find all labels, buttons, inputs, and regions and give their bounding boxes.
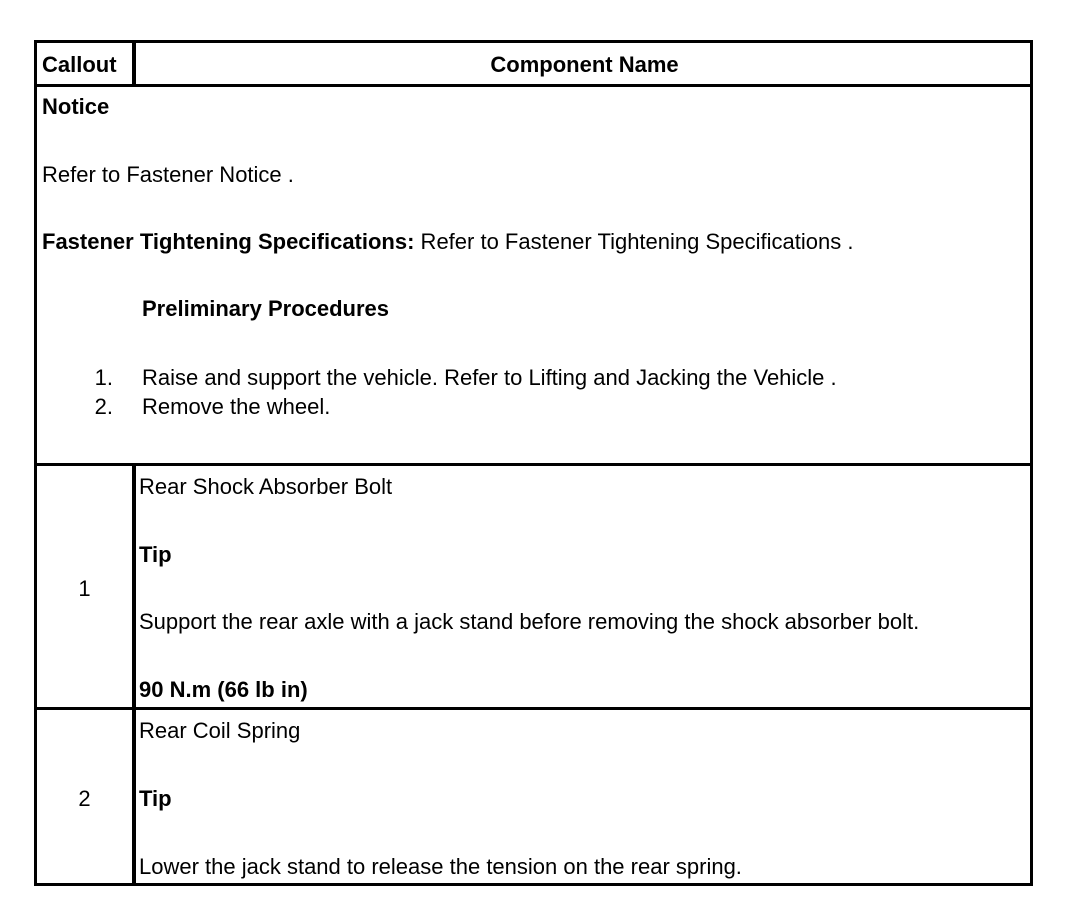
step-text: Remove the wheel. [142,394,331,419]
notice-title: Notice [42,94,110,119]
torque-spec: 90 N.m (66 lb in) [139,677,308,702]
fastener-notice-text: Refer to Fastener Notice . [42,162,294,187]
step-number: 1. [94,365,113,390]
component-table [34,40,1033,886]
callout-number: 2 [78,786,91,811]
component-name-header: Component Name [490,52,679,77]
tip-label: Tip [139,786,172,811]
table-row [37,466,1030,710]
table-header-row [37,43,1030,87]
fastener-spec-label: Fastener Tightening Specifications: [42,229,415,254]
callout-header: Callout [42,52,117,77]
callout-number: 1 [78,576,91,601]
fastener-spec-text: Refer to Fastener Tightening Specifications . [414,229,854,254]
preliminary-procedures-title: Preliminary Procedures [142,296,390,321]
step-text: Raise and support the vehicle. Refer to Lifting and Jacking the Vehicle . [142,365,837,390]
column-divider [132,466,136,707]
component-name: Rear Shock Absorber Bolt [139,474,393,499]
column-divider [132,710,136,883]
step-number: 2. [94,394,113,419]
tip-text: Support the rear axle with a jack stand before removing the shock absorber bolt. [139,609,920,634]
table-row [37,710,1030,883]
tip-text: Lower the jack stand to release the tension on the rear spring. [139,854,742,879]
component-name: Rear Coil Spring [139,718,301,743]
notice-row [37,87,1030,466]
tip-label: Tip [139,542,172,567]
fastener-spec-line [42,229,853,255]
